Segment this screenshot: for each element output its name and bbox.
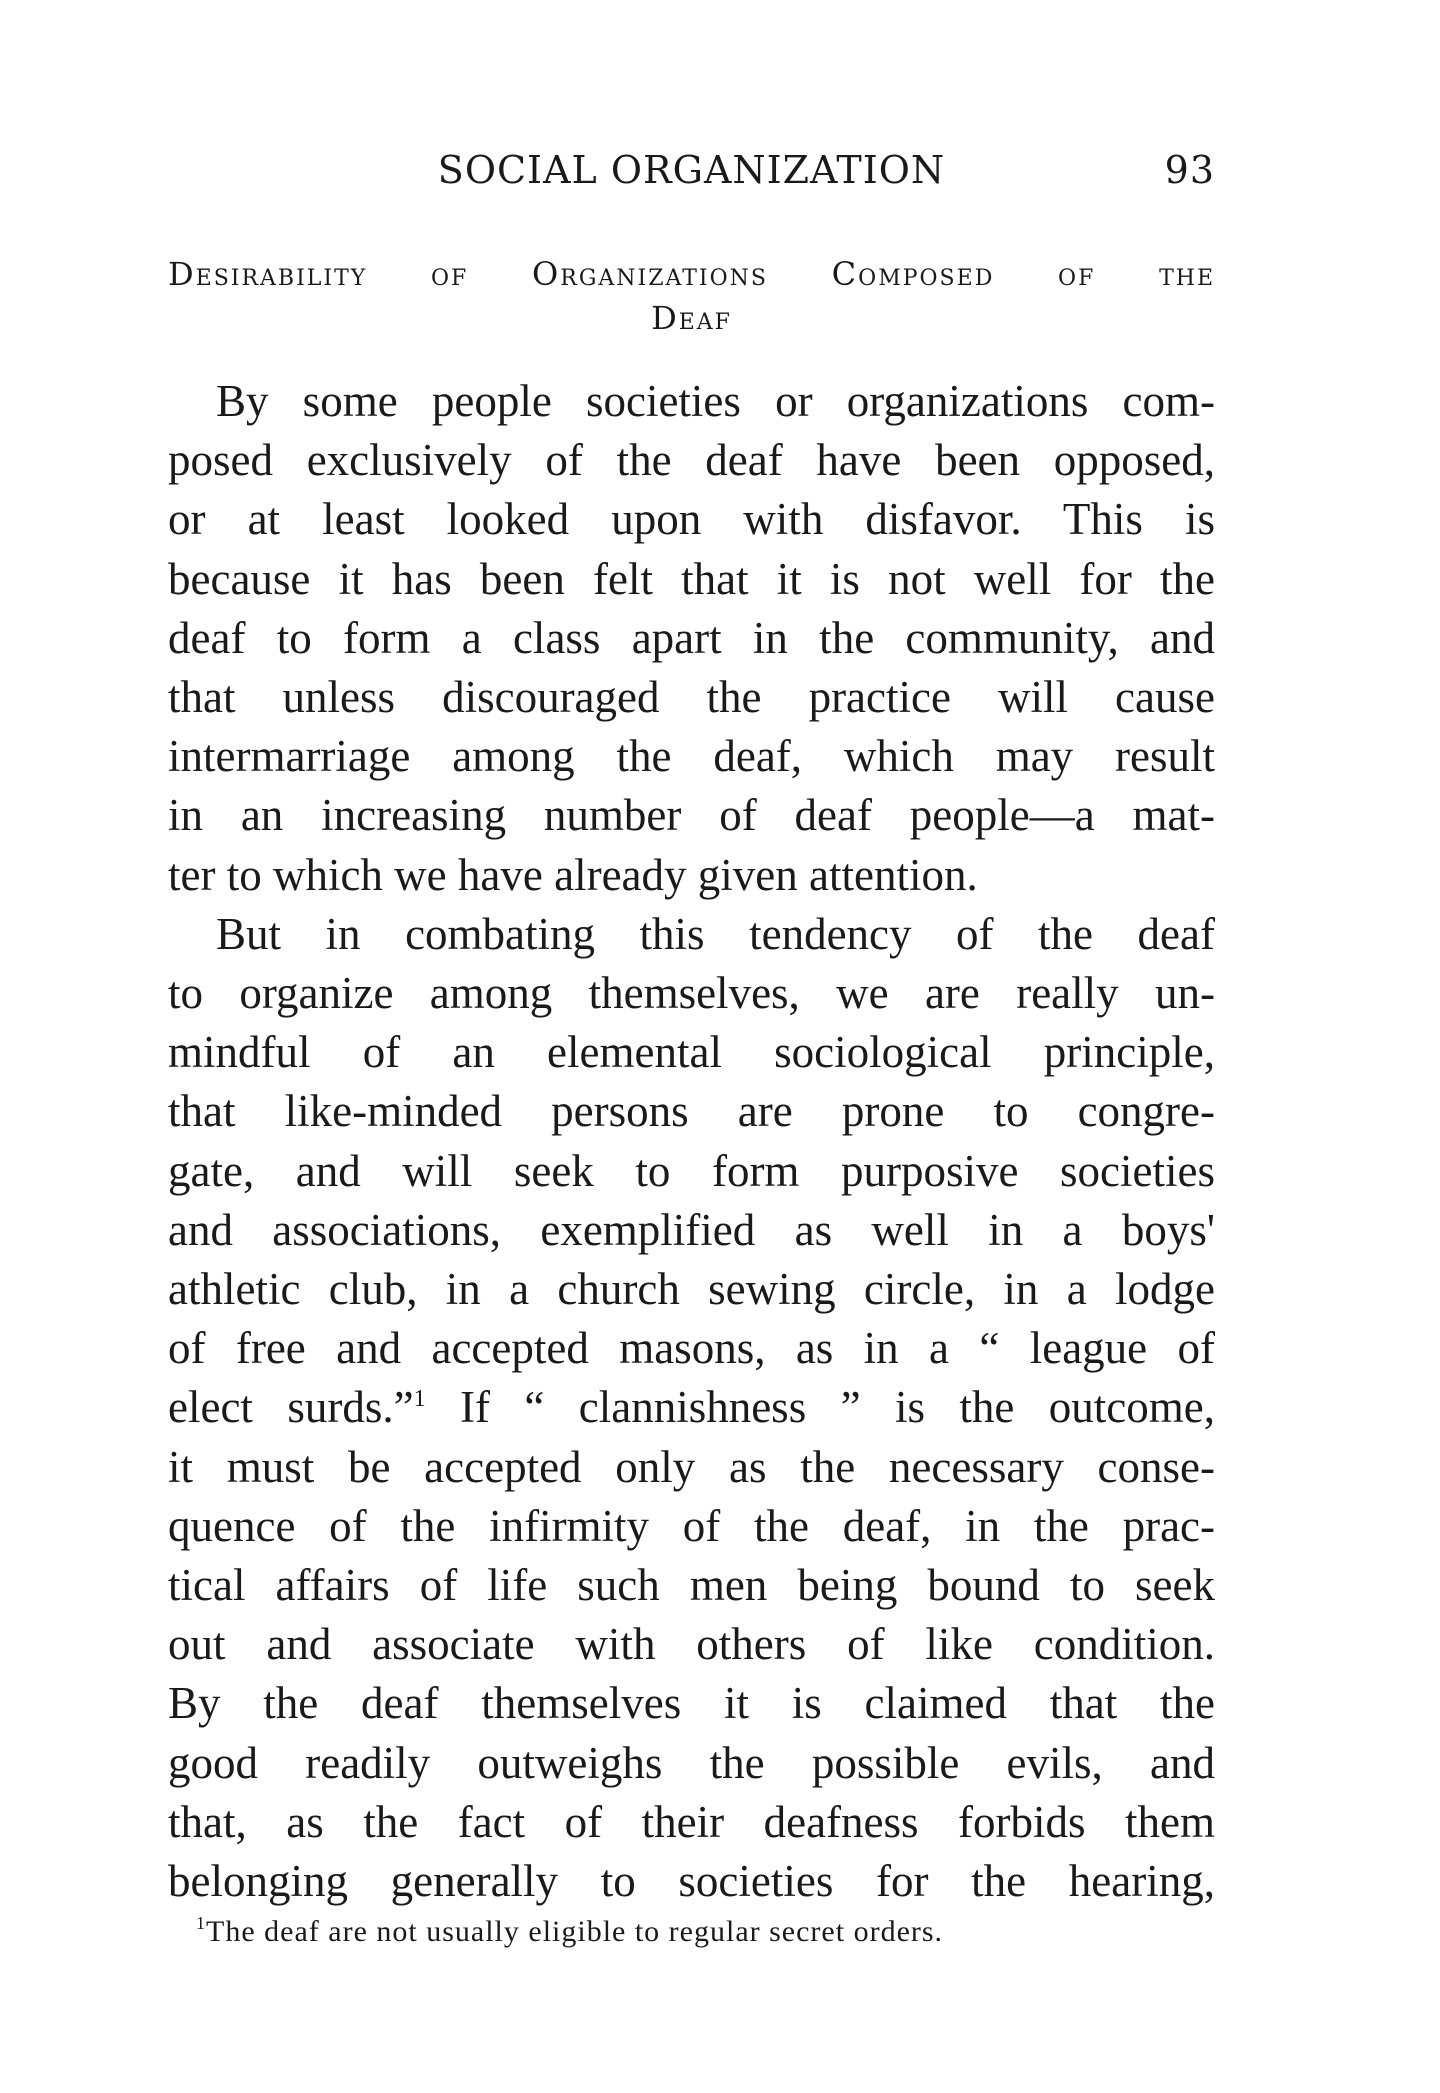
text-line: that, as the fact of their deafness forbids them	[168, 1796, 1215, 1847]
text-line: deaf to form a class apart in the community, and	[168, 612, 1215, 663]
text-line: ter to which we have already given attention.	[168, 849, 978, 900]
text-line: or at least looked upon with disfavor. This is	[168, 494, 1215, 545]
text-line: in an increasing number of deaf people—a mat-	[168, 790, 1215, 841]
text-line: that like-minded persons are prone to congre-	[168, 1086, 1215, 1137]
heading-word: Desirability	[168, 255, 368, 293]
text-line: By the deaf themselves it is claimed that the	[168, 1678, 1215, 1729]
text-line: and associations, exemplified as well in a boys'	[168, 1204, 1215, 1255]
text-line-with-footnote-ref	[168, 1378, 1215, 1437]
text-fragment: elect surds.”	[168, 1382, 414, 1433]
text-line: out and associate with others of like condition.	[168, 1619, 1215, 1670]
text-line: But in combating this tendency of the deaf	[216, 908, 1215, 959]
text-line: intermarriage among the deaf, which may result	[168, 731, 1215, 782]
footnote-ref-marker: 1	[413, 1386, 426, 1413]
footnote-text: The deaf are not usually eligible to regular secret orders.	[206, 1915, 944, 1948]
heading-word: the	[1159, 255, 1215, 293]
heading-word: of	[1058, 255, 1096, 293]
text-line: tical affairs of life such men being bound to seek	[168, 1560, 1215, 1611]
heading-word: Organizations	[532, 255, 768, 293]
text-line: of free and accepted masons, as in a “ league of	[168, 1323, 1215, 1374]
running-head	[168, 148, 1215, 198]
text-line: because it has been felt that it is not well for the	[168, 553, 1215, 604]
section-heading-line-2: Deaf	[651, 299, 732, 337]
footnote	[196, 1915, 943, 1949]
text-line: athletic club, in a church sewing circle, in a lodge	[168, 1264, 1215, 1315]
text-line: it must be accepted only as the necessary conse-	[168, 1441, 1215, 1492]
text-line: mindful of an elemental sociological principle,	[168, 1027, 1215, 1078]
text-line: By some people societies or organizations com-	[216, 376, 1215, 426]
text-line: to organize among themselves, we are really un-	[168, 968, 1215, 1019]
heading-word: of	[431, 255, 469, 293]
text-line: good readily outweighs the possible evils, and	[168, 1737, 1215, 1788]
body-text	[168, 372, 1215, 1911]
section-heading	[168, 252, 1215, 340]
text-line: that unless discouraged the practice will cause	[168, 672, 1215, 723]
page-number: 93	[1164, 148, 1215, 192]
running-head-title: SOCIAL ORGANIZATION	[437, 148, 946, 192]
text-line: posed exclusively of the deaf have been opposed,	[168, 435, 1215, 486]
text-line: quence of the infirmity of the deaf, in the prac-	[168, 1500, 1215, 1551]
footnote-marker: 1	[196, 1913, 206, 1933]
heading-word: Composed	[831, 255, 995, 293]
text-line: belonging generally to societies for the hearing,	[168, 1856, 1215, 1907]
text-line: gate, and will seek to form purposive societies	[168, 1145, 1215, 1196]
text-fragment: If “ clannishness ” is the outcome,	[459, 1382, 1215, 1433]
section-heading-line-1	[168, 252, 1215, 296]
